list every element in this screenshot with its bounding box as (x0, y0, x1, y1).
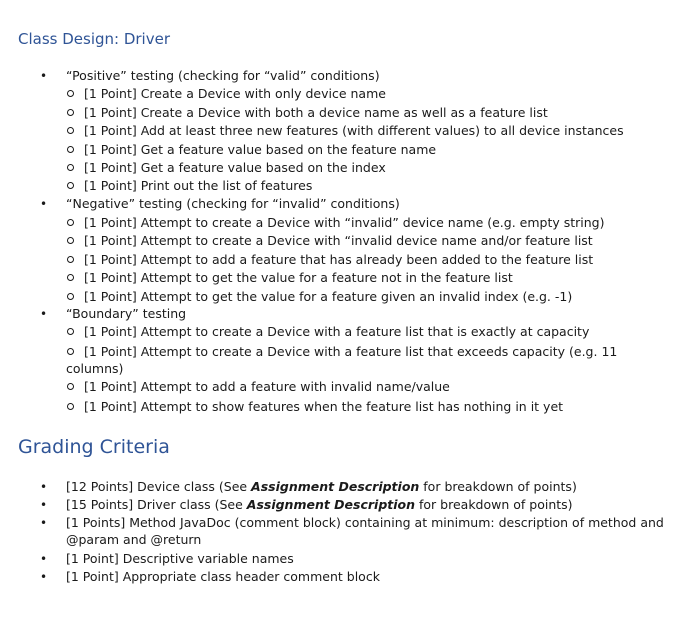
circle-bullet-icon (67, 146, 74, 153)
circle-bullet-icon (67, 293, 74, 300)
bullet-icon: • (40, 552, 48, 566)
circle-bullet-icon (67, 90, 74, 97)
bullet-icon: • (40, 516, 48, 530)
positive-testing-label: “Positive” testing (checking for “valid” conditions) (66, 68, 380, 83)
bullet-icon: • (40, 69, 48, 83)
circle-bullet-icon (67, 127, 74, 134)
circle-bullet-icon (67, 348, 74, 355)
list-item: [1 Point] Create a Device with only device name (84, 86, 386, 101)
list-item: [1 Point] Attempt to get the value for a feature given an invalid index (e.g. -1) (84, 289, 573, 304)
class-design-heading: Class Design: Driver (18, 30, 170, 48)
list-item: [1 Point] Attempt to create a Device with a feature list that is exactly at capacity (84, 324, 590, 339)
circle-bullet-icon (67, 164, 74, 171)
boundary-testing-label: “Boundary” testing (66, 306, 187, 321)
circle-bullet-icon (67, 328, 74, 335)
list-item: [1 Point] Print out the list of features (84, 178, 313, 193)
list-item: [15 Points] Driver class (See Assignment Description for breakdown of points) (66, 497, 573, 512)
bullet-icon: • (40, 307, 48, 321)
list-item: [1 Point] Get a feature value based on the feature name (84, 142, 437, 157)
bullet-icon: • (40, 498, 48, 512)
circle-bullet-icon (67, 383, 74, 390)
circle-bullet-icon (67, 182, 74, 189)
bullet-icon: • (40, 570, 48, 584)
list-item: [1 Point] Add at least three new features (with different values) to all device instances (84, 123, 624, 138)
list-item: [1 Point] Attempt to show features when the feature list has nothing in it yet (84, 399, 564, 414)
list-item: [1 Point] Attempt to get the value for a feature not in the feature list (84, 270, 513, 285)
circle-bullet-icon (67, 403, 74, 410)
list-item: [1 Point] Appropriate class header comment block (66, 569, 380, 584)
circle-bullet-icon (67, 219, 74, 226)
grading-criteria-heading: Grading Criteria (18, 436, 170, 458)
list-item: [1 Point] Create a Device with both a device name as well as a feature list (84, 105, 548, 120)
list-item: [1 Point] Attempt to create a Device with a feature list that exceeds capacity (e.g. 11 (84, 344, 618, 359)
list-item: [1 Point] Attempt to add a feature with invalid name/value (84, 379, 450, 394)
list-item-continuation: @param and @return (66, 532, 202, 547)
list-item: [1 Point] Attempt to create a Device with “invalid” device name (e.g. empty string) (84, 215, 605, 230)
list-item: [12 Points] Device class (See Assignment Description for breakdown of points) (66, 479, 577, 494)
list-item: [1 Point] Get a feature value based on the index (84, 160, 386, 175)
circle-bullet-icon (67, 109, 74, 116)
list-item: [1 Point] Attempt to add a feature that has already been added to the feature list (84, 252, 594, 267)
list-item: [1 Point] Attempt to create a Device with “invalid device name and/or feature list (84, 233, 593, 248)
bullet-icon: • (40, 197, 48, 211)
list-item: [1 Points] Method JavaDoc (comment block) containing at minimum: description of method and (66, 515, 664, 530)
bullet-icon: • (40, 480, 48, 494)
list-item-continuation: columns) (66, 361, 124, 376)
list-item: [1 Point] Descriptive variable names (66, 551, 294, 566)
circle-bullet-icon (67, 274, 74, 281)
circle-bullet-icon (67, 237, 74, 244)
negative-testing-label: “Negative” testing (checking for “invalid” conditions) (66, 196, 400, 211)
circle-bullet-icon (67, 256, 74, 263)
